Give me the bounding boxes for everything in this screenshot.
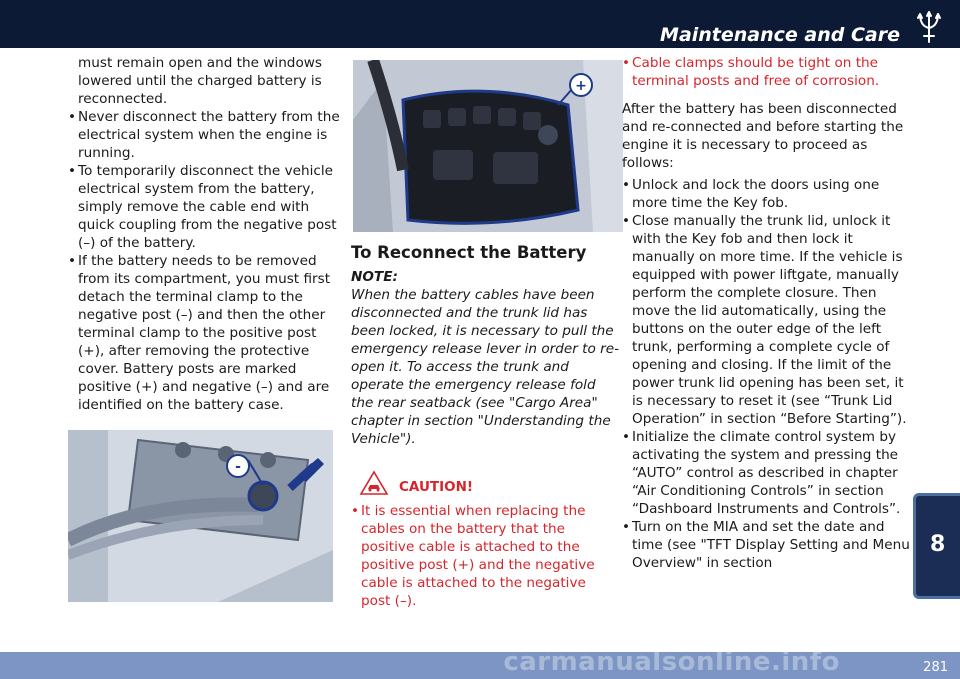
column-left	[68, 54, 340, 602]
note-label: NOTE:	[351, 269, 398, 285]
caution-label: CAUTION!	[399, 479, 474, 495]
positive-label: +	[575, 78, 587, 94]
negative-terminal-illustration	[68, 430, 333, 602]
list-item: • Unlock and lock the doors using one more time the Key fob.	[622, 176, 912, 212]
page-number: 281	[923, 660, 948, 675]
column-middle	[341, 60, 619, 610]
note-body: When the battery cables have been disconnected and the trunk lid has been locked, it is necessary to pull the emergency release lever in order to re-open it. To access the trunk and operate the emergency release fold the rear seatback (see "Cargo Area" chapter in section "Understanding the Vehicle").	[351, 287, 619, 447]
caution-heading	[359, 466, 619, 496]
list-item: • Initialize the climate control system by activating the system and pressing the “AUTO” control as described in chapter “Air Conditioning Controls” in section “Dashboard Instruments and Controls”.	[622, 428, 912, 518]
car-warning-icon	[359, 470, 389, 496]
column-right	[622, 54, 912, 572]
caution-list	[351, 502, 619, 610]
page-header	[0, 0, 960, 48]
positive-terminal-illustration	[353, 60, 623, 232]
list-item: • It is essential when replacing the cables on the battery that the positive cable is attached to the positive post (+) and the negative cable is attached to the negative post (–).	[351, 502, 619, 610]
page-footer	[0, 647, 960, 679]
list-item: • Close manually the trunk lid, unlock it with the Key fob and then lock it manually on more time. If the vehicle is equipped with power liftgate, manually perform the complete closure. Then move the lid automatically, using the buttons on the outer edge of the left trunk, performing a complete cycle of opening and closing. If the limit of the power trunk lid opening has been set, it is necessary to reset it (see “Trunk Lid Operation” in section “Before Starting”).	[622, 212, 912, 428]
chapter-title: Maintenance and Care	[660, 24, 900, 46]
chapter-tab	[913, 493, 960, 599]
procedure-intro: After the battery has been disconnected and re-connected and before starting the engine it is necessary to proceed as follows:	[622, 101, 904, 171]
battery-positive-photo	[353, 60, 623, 232]
battery-negative-photo	[68, 430, 333, 602]
procedure-list	[622, 176, 912, 572]
section-title: To Reconnect the Battery	[351, 243, 587, 262]
list-item: • Turn on the MIA and set the date and time (see "TFT Display Setting and Menu Overview" in section	[622, 518, 912, 572]
trident-logo-icon	[914, 8, 944, 44]
chapter-number: 8	[930, 532, 946, 557]
list-item: • Cable clamps should be tight on the terminal posts and free of corrosion.	[622, 54, 912, 90]
caution-list-continued	[622, 54, 912, 90]
negative-label: -	[235, 459, 241, 475]
watermark-text: carmanualsonline.info	[503, 647, 840, 677]
list-item: • To temporarily disconnect the vehicle electrical system from the battery, simply remove the cable end with quick coupling from the negative post (–) of the battery.	[68, 162, 340, 252]
intro-text: must remain open and the windows lowered until the charged battery is reconnected.	[78, 55, 322, 107]
list-item: • If the battery needs to be removed from its compartment, you must first detach the terminal clamp to the negative post (–) and then the other terminal clamp to the positive post (+), after removing the protective cover. Battery posts are marked positive (+) and negative (–) and are identified on the battery case.	[68, 252, 340, 414]
warning-list	[68, 108, 340, 414]
list-item: • Never disconnect the battery from the electrical system when the engine is running.	[68, 108, 340, 162]
